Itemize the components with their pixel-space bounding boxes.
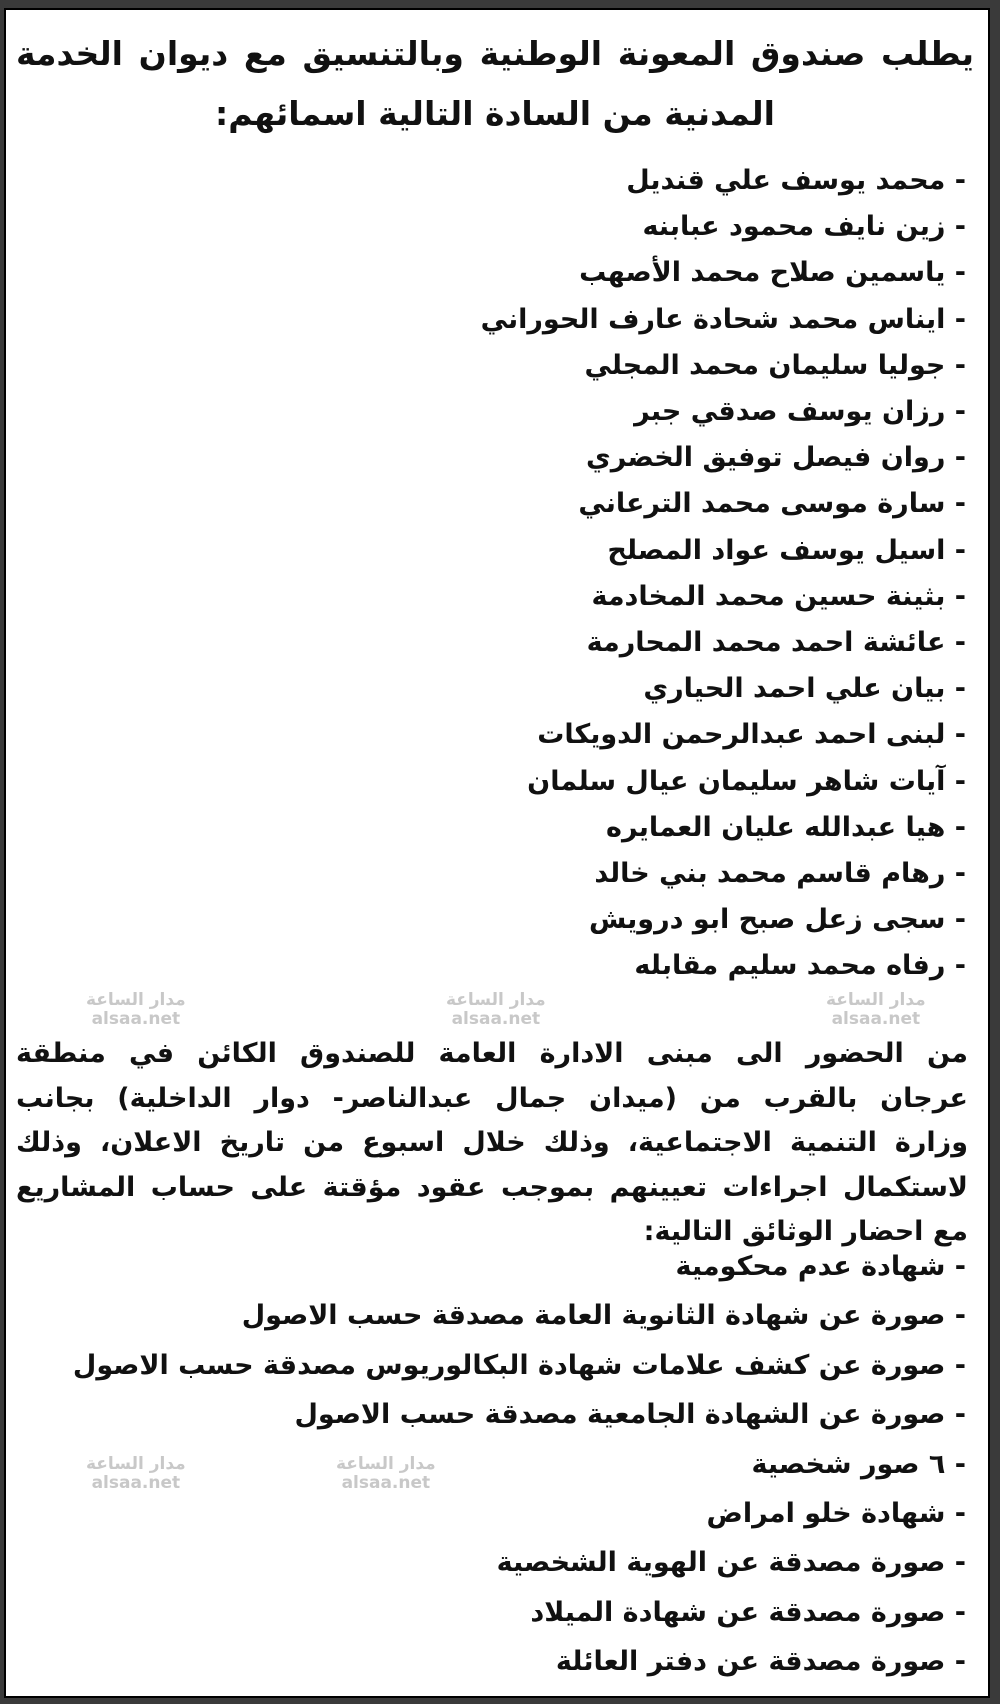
document-list-item: - شهادة خلو امراض (706, 1498, 966, 1530)
name-list-item: - هيا عبدالله عليان العمايره (606, 811, 966, 843)
watermark-latin: alsaa.net (831, 1009, 921, 1029)
name-list-item: - لبنى احمد عبدالرحمن الدويكات (537, 719, 966, 751)
name-list-item: - زين نايف محمود عبابنه (642, 211, 966, 243)
watermark-arabic: مدار الساعة (336, 1454, 436, 1474)
watermark (86, 991, 186, 1029)
document-list-item: - صورة مصدقة عن شهادة الميلاد (530, 1596, 966, 1628)
watermark (336, 1455, 436, 1493)
name-list-item: - عائشة احمد محمد المحارمة (586, 627, 966, 659)
watermark-latin: alsaa.net (341, 1473, 431, 1493)
announcement-document (4, 8, 990, 1698)
watermark (446, 991, 546, 1029)
watermark-latin: alsaa.net (91, 1473, 181, 1493)
watermark-arabic: مدار الساعة (86, 1454, 186, 1474)
title-line: المدنية من السادة التالية اسمائهم: (215, 94, 775, 133)
name-list-item: - رفاه محمد سليم مقابله (634, 950, 966, 982)
name-list-item: - جوليا سليمان محمد المجلي (584, 349, 966, 381)
name-list-item: - محمد يوسف علي قنديل (626, 165, 966, 196)
required-documents-list (73, 1242, 966, 1687)
paragraph-line: عرجان بالقرب من (ميدان جمال عبدالناصر- دوار الداخلية) بجانب (16, 1082, 968, 1114)
watermark-arabic: مدار الساعة (86, 990, 186, 1010)
document-list-item: - ٦ صور شخصية (751, 1448, 966, 1480)
document-list-item: - صورة عن كشف علامات شهادة البكالوريوس مصدقة حسب الاصول (72, 1349, 966, 1381)
name-list-item: - بيان علي احمد الحياري (643, 673, 966, 705)
watermark-latin: alsaa.net (451, 1009, 541, 1029)
name-list-item: - رهام قاسم محمد بني خالد (594, 858, 966, 890)
names-list (481, 158, 966, 990)
paragraph-line: مع احضار الوثائق التالية: (643, 1216, 968, 1247)
watermark-arabic: مدار الساعة (446, 990, 546, 1010)
instructions-paragraph (16, 1032, 968, 1255)
name-list-item: - آيات شاهر سليمان عيال سلمان (527, 765, 966, 797)
document-list-item: - صورة مصدقة عن الهوية الشخصية (496, 1547, 966, 1579)
watermark (826, 991, 926, 1029)
name-list-item: - بثينة حسين محمد المخادمة (591, 580, 966, 612)
document-list-item: - صورة عن شهادة الثانوية العامة مصدقة حسب الاصول (241, 1300, 966, 1332)
announcement-title (16, 24, 974, 144)
name-list-item: - ايناس محمد شحادة عارف الحوراني (480, 303, 966, 335)
document-list-item: - صورة عن الشهادة الجامعية مصدقة حسب الاصول (294, 1399, 966, 1431)
name-list-item: - سارة موسى محمد الترعاني (578, 488, 966, 520)
name-list-item: - اسيل يوسف عواد المصلح (607, 534, 966, 566)
document-list-item: - صورة مصدقة عن دفتر العائلة (555, 1646, 966, 1678)
name-list-item: - سجى زعل صبح ابو درويش (589, 904, 966, 936)
name-list-item: - ياسمين صلاح محمد الأصهب (579, 257, 966, 289)
watermark (86, 1455, 186, 1493)
watermark-arabic: مدار الساعة (826, 990, 926, 1010)
document-list-item: - شهادة عدم محكومية (675, 1251, 966, 1282)
paragraph-line: لاستكمال اجراءات تعيينهم بموجب عقود مؤقتة على حساب المشاريع (16, 1171, 968, 1203)
title-line: يطلب صندوق المعونة الوطنية وبالتنسيق مع ديوان الخدمة (16, 34, 974, 73)
name-list-item: - رزان يوسف صدقي جبر (634, 396, 966, 428)
watermark-latin: alsaa.net (91, 1009, 181, 1029)
paragraph-line: من الحضور الى مبنى الادارة العامة للصندوق الكائن في منطقة (16, 1038, 968, 1069)
paragraph-line: وزارة التنمية الاجتماعية، وذلك خلال اسبوع من تاريخ الاعلان، وذلك (16, 1127, 968, 1158)
name-list-item: - روان فيصل توفيق الخضري (586, 442, 966, 474)
